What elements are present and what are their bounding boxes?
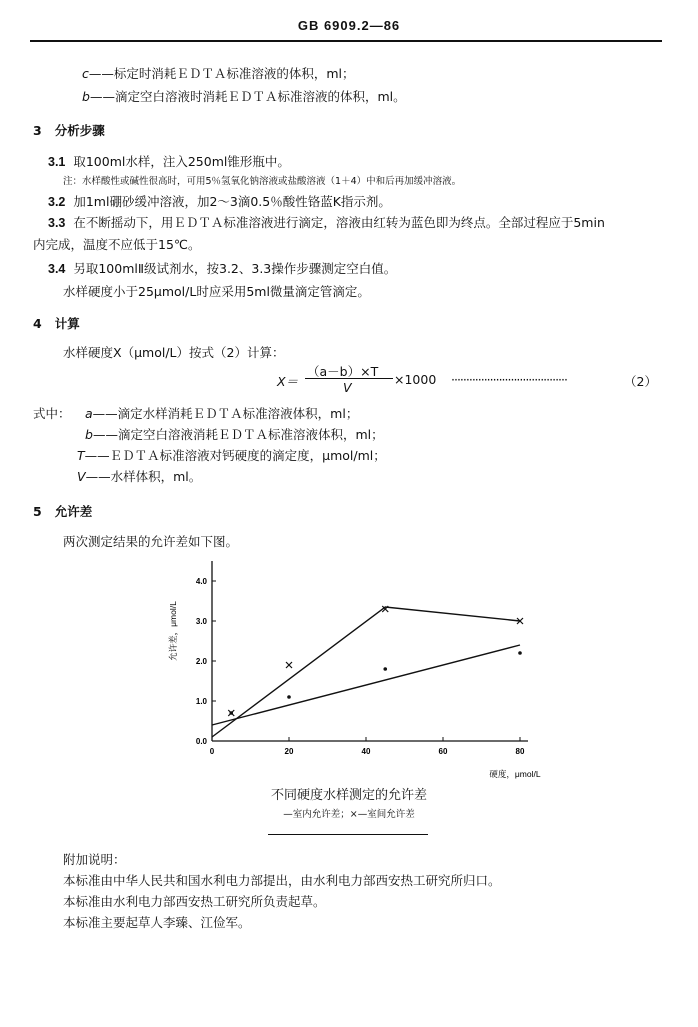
- step-3-1: 3.1 取100ml水样，注入250ml锥形瓶中。: [48, 154, 290, 169]
- formula-leader-dots: ·······································: [451, 372, 567, 387]
- formula-number: （2）: [624, 374, 657, 389]
- y-tick-label: 0.0: [195, 737, 207, 746]
- chart-legend: —室内允许差；×—室间允许差: [283, 809, 415, 820]
- def-b2: b——滴定空白溶液消耗ＥＤＴＡ标准溶液体积，ml；: [85, 427, 384, 442]
- tolerance-chart: [150, 555, 550, 785]
- series-line-2: [212, 607, 520, 737]
- step-3-3-cont: 内完成，温度不应低于15℃。: [33, 237, 201, 252]
- x-tick-label: 0: [209, 747, 215, 756]
- x-tick-label: 80: [515, 747, 525, 756]
- data-point-x: [286, 662, 292, 668]
- header-rule: [30, 40, 662, 42]
- def-v: V——水样体积，ml。: [77, 469, 202, 484]
- def-b: b——滴定空白溶液时消耗ＥＤＴＡ标准溶液的体积，ml。: [82, 89, 406, 104]
- data-point-dot: [518, 651, 522, 655]
- x-tick-label: 60: [438, 747, 448, 756]
- data-point-x: [228, 710, 234, 716]
- note-3-1: 注：水样酸性或碱性很高时，可用5％氢氧化钠溶液或盐酸溶液（1＋4）中和后再加缓冲溶液。: [63, 176, 462, 187]
- standard-number: GB 6909.2—86: [297, 18, 401, 33]
- x-tick-label: 40: [361, 747, 371, 756]
- formula-denominator: V: [343, 380, 352, 395]
- step-3-2: 3.2 加1ml硼砂缓冲溶液，加2～3滴0.5％酸性铬蓝K指示剂。: [48, 194, 391, 209]
- calc-intro: 水样硬度X（μmol/L）按式（2）计算：: [63, 345, 285, 360]
- appendix-title: 附加说明：: [63, 852, 126, 867]
- appendix-line-2: 本标准由水利电力部西安热工研究所负责起草。: [63, 894, 326, 909]
- x-tick-label: 20: [284, 747, 294, 756]
- y-tick-label: 2.0: [195, 657, 207, 666]
- y-tick-label: 4.0: [195, 577, 207, 586]
- formula-lhs: X＝: [277, 374, 299, 389]
- formula-tail: ×1000: [394, 372, 437, 387]
- section-4-heading: 4 计算: [33, 316, 80, 331]
- data-point-dot: [287, 695, 291, 699]
- chart-underline: [268, 834, 428, 835]
- def-a: a——滴定水样消耗ＥＤＴＡ标准溶液体积，ml；: [85, 406, 359, 421]
- section-5-intro: 两次测定结果的允许差如下图。: [63, 534, 239, 549]
- where-label: 式中：: [33, 406, 71, 421]
- appendix-line-3: 本标准主要起草人李臻、江俭军。: [63, 915, 251, 930]
- def-t: T——ＥＤＴＡ标准溶液对钙硬度的滴定度，μmol/ml；: [77, 448, 386, 463]
- y-tick-label: 1.0: [195, 697, 207, 706]
- formula-fraction-bar: [305, 378, 393, 379]
- step-3-4: 3.4 另取100mlⅡ级试剂水，按3.2、3.3操作步骤测定空白值。: [48, 261, 397, 276]
- series-line-1: [212, 645, 520, 725]
- appendix-line-1: 本标准由中华人民共和国水利电力部提出，由水利电力部西安热工研究所归口。: [63, 873, 501, 888]
- y-axis-label: 允许差，μmol/L: [168, 601, 178, 661]
- section-5-heading: 5 允许差: [33, 504, 93, 519]
- chart-title: 不同硬度水样测定的允许差: [270, 788, 427, 803]
- x-axis-label: 硬度，μmol/L: [489, 769, 541, 779]
- step-3-4-note: 水样硬度小于25μmol/L时应采用5ml微量滴定管滴定。: [63, 284, 370, 299]
- step-3-3: 3.3 在不断摇动下，用ＥＤＴＡ标准溶液进行滴定，溶液由红转为蓝色即为终点。全部过程应于5min: [48, 215, 605, 230]
- formula-numerator: （a－b）×T: [307, 364, 379, 379]
- section-3-heading: 3 分析步骤: [33, 123, 105, 138]
- y-tick-label: 3.0: [195, 617, 207, 626]
- def-c: c——标定时消耗ＥＤＴＡ标准溶液的体积，ml；: [82, 66, 355, 81]
- data-point-dot: [383, 667, 387, 671]
